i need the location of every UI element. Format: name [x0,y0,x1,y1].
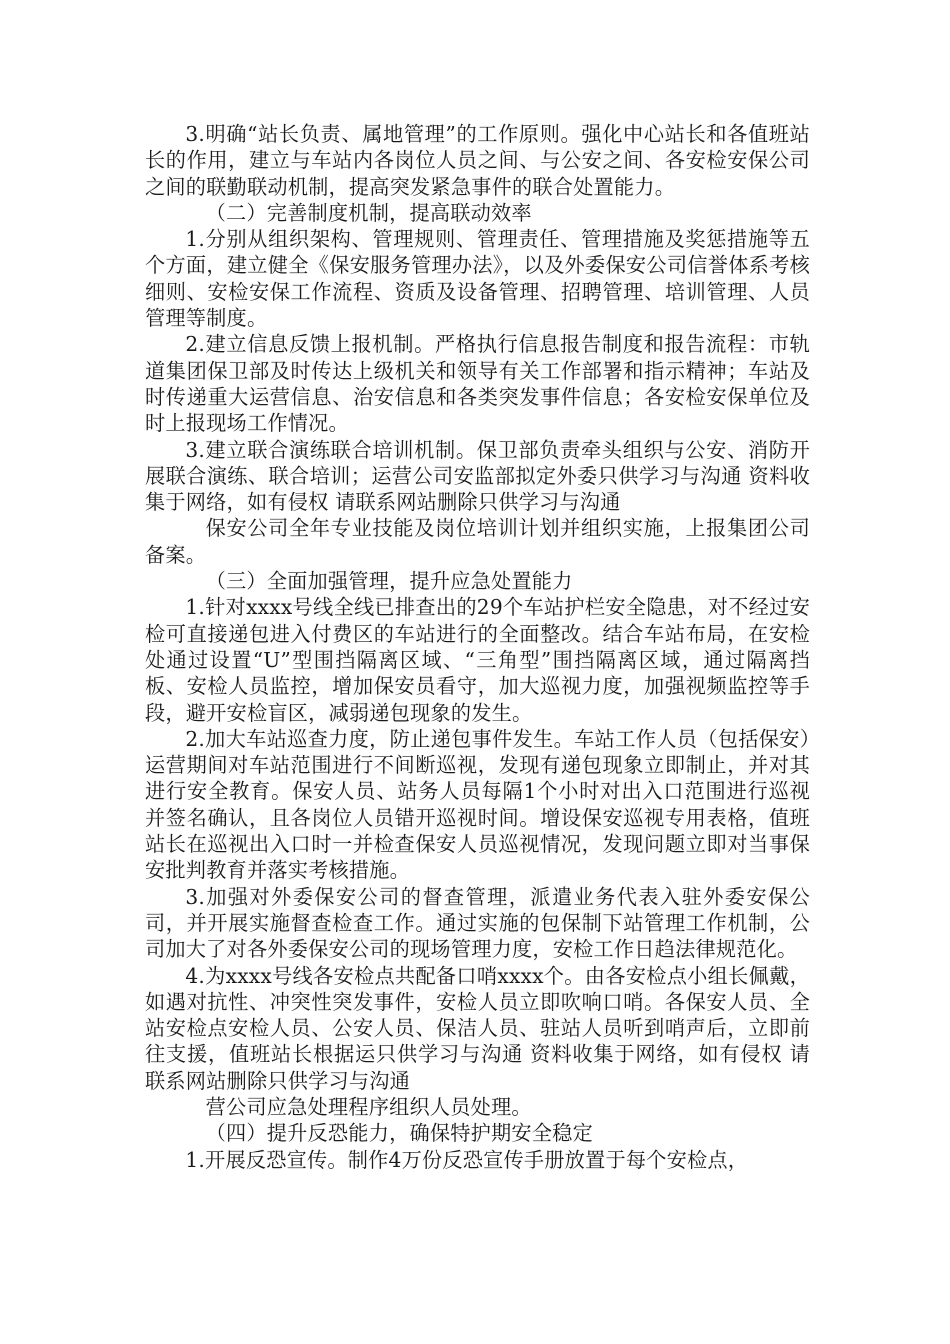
paragraph-supervision: 3.加强对外委保安公司的督查管理，派遣业务代表入驻外委安保公司，并开展实施督查检查工作。通过实施的包保制下站管理工作机制，公司加大了对各外委保安公司的现场管理力度，安检工作日趋法律规范化。 [145,884,810,962]
paragraph-principle: 3.明确“站长负责、属地管理”的工作原则。强化中心站长和各值班站长的作用，建立与车站内各岗位人员之间、与公安之间、各安检安保公司之间的联勤联动机制，提高突发紧急事件的联合处置能力。 [145,122,810,199]
paragraph-fence: 1.针对xxxx号线全线已排查出的29个车站护栏安全隐患，对不经过安检可直接递包进入付费区的车站进行的全面整改。结合车站布局，在安检处通过设置“U”型围挡隔离区域、“三角型”围挡隔离区域，通过隔离挡板、安检人员监控，增加保安员看守，加大巡视力度，加强视频监控等手段，避开安检盲区，减弱递包现象的发生。 [145,595,810,725]
paragraph-feedback: 2.建立信息反馈上报机制。严格执行信息报告制度和报告流程：市轨道集团保卫部及时传达上级机关和领导有关工作部署和指示精神；车站及时传递重大运营信息、治安信息和各类突发事件信息；各安检安保单位及时上报现场工作情况。 [145,332,810,436]
paragraph-patrol: 2.加大车站巡查力度，防止递包事件发生。车站工作人员（包括保安）运营期间对车站范围进行不间断巡视，发现有递包现象立即制止，并对其进行安全教育。保安人员、站务人员每隔1个小时对出入口范围进行巡视并签名确认，且各岗位人员错开巡视时间。增设保安巡视专用表格，值班站长在巡视出入口时一并检查保安人员巡视情况，发现问题立即对当事保安批判教育并落实考核措施。 [145,726,810,883]
section-heading-4: （四）提升反恐能力，确保特护期安全稳定 [205,1121,593,1146]
paragraph-whistle-continued: 营公司应急处理程序组织人员处理。 [205,1094,532,1119]
section-heading-3: （三）全面加强管理，提升应急处置能力 [205,569,573,594]
paragraph-system: 1.分别从组织架构、管理规则、管理责任、管理措施及奖惩措施等五个方面，建立健全《保安服务管理办法》，以及外委保安公司信誉体系考核细则、安检安保工作流程、资质及设备管理、招聘管理、培训管理、人员管理等制度。 [145,227,810,331]
paragraph-anti-terror: 1.开展反恐宣传。制作4万份反恐宣传手册放置于每个安检点， [185,1147,749,1172]
paragraph-drill-continued: 保安公司全年专业技能及岗位培训计划并组织实施，上报集团公司备案。 [145,516,810,567]
paragraph-whistle: 4.为xxxx号线各安检点共配备口哨xxxx个。由各安检点小组长佩戴，如遇对抗性、冲突性突发事件，安检人员立即吹响口哨。各保安人员、全站安检点安检人员、公安人员、保洁人员、驻站人员听到哨声后，立即前往支援，值班站长根据运只供学习与沟通 资料收集于网络，如有侵权 请联系网站删除只供学习与沟通 [145,963,810,1093]
section-heading-2: （二）完善制度机制，提高联动效率 [205,200,532,225]
paragraph-drill: 3.建立联合演练联合培训机制。保卫部负责牵头组织与公安、消防开展联合演练、联合培训；运营公司安监部拟定外委只供学习与沟通 资料收集于网络，如有侵权 请联系网站删除只供学习与沟通 [145,437,810,515]
